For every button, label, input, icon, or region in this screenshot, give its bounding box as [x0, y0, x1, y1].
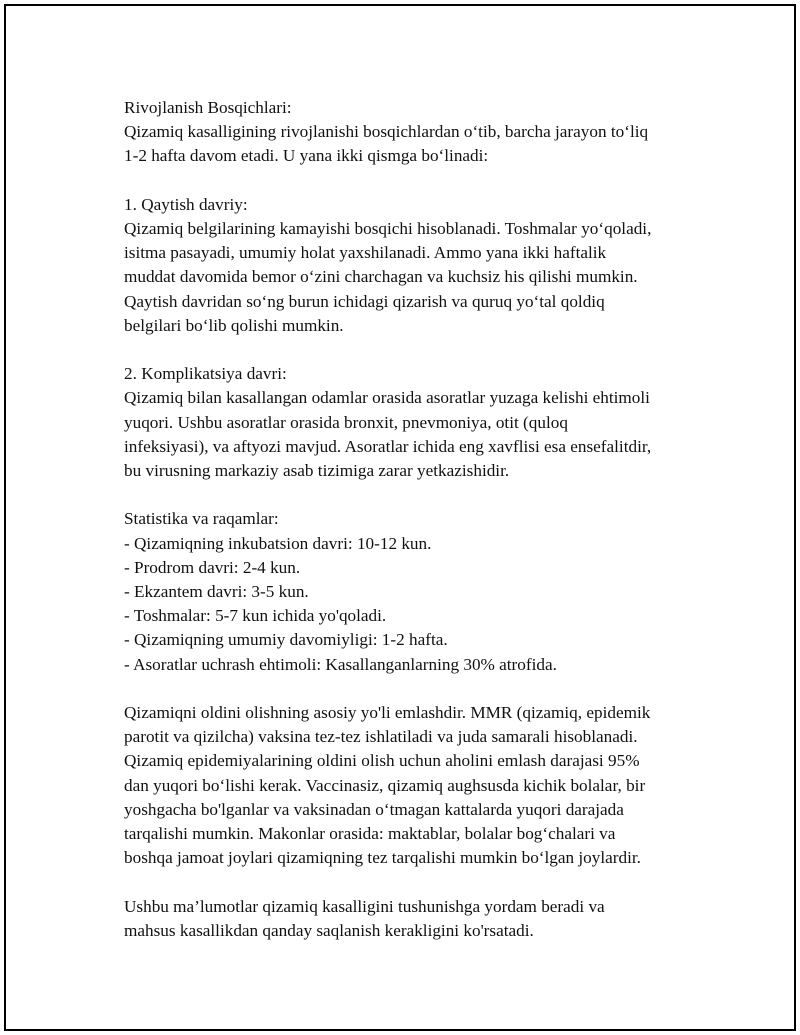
paragraph-line: 1-2 hafta davom etadi. U yana ikki qismga bo‘linadi:: [124, 146, 489, 166]
paragraph-line: boshqa jamoat joylari qizamiqning tez tarqalishi mumkin bo‘lgan joylardir.: [124, 848, 641, 868]
paragraph-line: isitma pasayadi, umumiy holat yaxshilanadi. Ammo yana ikki haftalik: [124, 243, 607, 263]
paragraph-line: parotit va qizilcha) vaksina tez-tez ishlatiladi va juda samarali hisoblanadi.: [124, 727, 638, 747]
list-item: - Ekzantem davri: 3-5 kun.: [124, 582, 309, 602]
document-body: [124, 96, 704, 943]
paragraph-line: mahsus kasallikdan qanday saqlanish kerakligini ko'rsatadi.: [124, 920, 534, 940]
section-stages: [124, 96, 704, 169]
paragraph-gap: [124, 483, 704, 507]
paragraph-gap: [124, 338, 704, 362]
paragraph-line: Qaytish davridan so‘ng burun ichidagi qizarish va quruq yo‘tal qoldiq: [124, 291, 605, 311]
paragraph-line: infeksiyasi), va aftyozi mavjud. Asoratlar ichida eng xavflisi esa ensefalitdir,: [124, 436, 652, 456]
paragraph-line: Qizamiq epidemiyalarining oldini olish uchun aholini emlash darajasi 95%: [124, 751, 640, 771]
paragraph-line: Qizamiq belgilarining kamayishi bosqichi hisoblanadi. Toshmalar yo‘qoladi,: [124, 219, 652, 238]
list-item: - Prodrom davri: 2-4 kun.: [124, 557, 301, 577]
paragraph-line: belgilari bo‘lib qolishi mumkin.: [124, 315, 344, 335]
paragraph-gap: [124, 870, 704, 894]
paragraph-line: Qizamiq kasalligining rivojlanishi bosqichlardan o‘tib, barcha jarayon to‘liq: [124, 122, 649, 142]
paragraph-gap: [124, 169, 704, 193]
section-heading: Statistika va raqamlar:: [124, 509, 279, 529]
paragraph-line: yoshgacha bo'lganlar va vaksinadan o‘tmagan kattalarda yuqori darajada: [124, 799, 624, 819]
list-item: - Qizamiqning inkubatsion davri: 10-12 kun.: [124, 533, 432, 553]
section-statistics: [124, 507, 704, 676]
section-conclusion: [124, 895, 704, 943]
paragraph-line: Qizamiqni oldini olishning asosiy yo'li emlashdir. MMR (qizamiq, epidemik: [124, 703, 651, 723]
section-prevention: [124, 701, 704, 870]
section-complications: [124, 362, 704, 483]
paragraph-line: yuqori. Ushbu asoratlar orasida bronxit, pnevmoniya, otit (quloq: [124, 412, 568, 432]
page-frame: [4, 4, 796, 1031]
paragraph-line: dan yuqori bo‘lishi kerak. Vaccinasiz, qizamiq aughsusda kichik bolalar, bir: [124, 775, 646, 795]
list-item: - Toshmalar: 5-7 kun ichida yo'qoladi.: [124, 606, 387, 626]
paragraph-line: tarqalishi mumkin. Makonlar orasida: maktablar, bolalar bog‘chalari va: [124, 824, 616, 844]
list-item: - Qizamiqning umumiy davomiyligi: 1-2 hafta.: [124, 630, 448, 650]
paragraph-line: Qizamiq bilan kasallangan odamlar orasida asoratlar yuzaga kelishi ehtimoli: [124, 388, 650, 408]
list-item: - Asoratlar uchrash ehtimoli: Kasallanganlarning 30% atrofida.: [124, 654, 557, 674]
paragraph-line: muddat davomida bemor o‘zini charchagan va kuchsiz his qilishi mumkin.: [124, 267, 638, 287]
section-heading: 1. Qaytish davriy:: [124, 194, 248, 214]
paragraph-gap: [124, 677, 704, 701]
section-heading: 2. Komplikatsiya davri:: [124, 364, 287, 384]
paragraph-line: Ushbu ma’lumotlar qizamiq kasalligini tushunishga yordam beradi va: [124, 896, 605, 916]
section-recovery: [124, 193, 704, 338]
section-heading: Rivojlanish Bosqichlari:: [124, 98, 292, 117]
paragraph-line: bu virusning markaziy asab tizimiga zarar yetkazishidir.: [124, 461, 510, 481]
